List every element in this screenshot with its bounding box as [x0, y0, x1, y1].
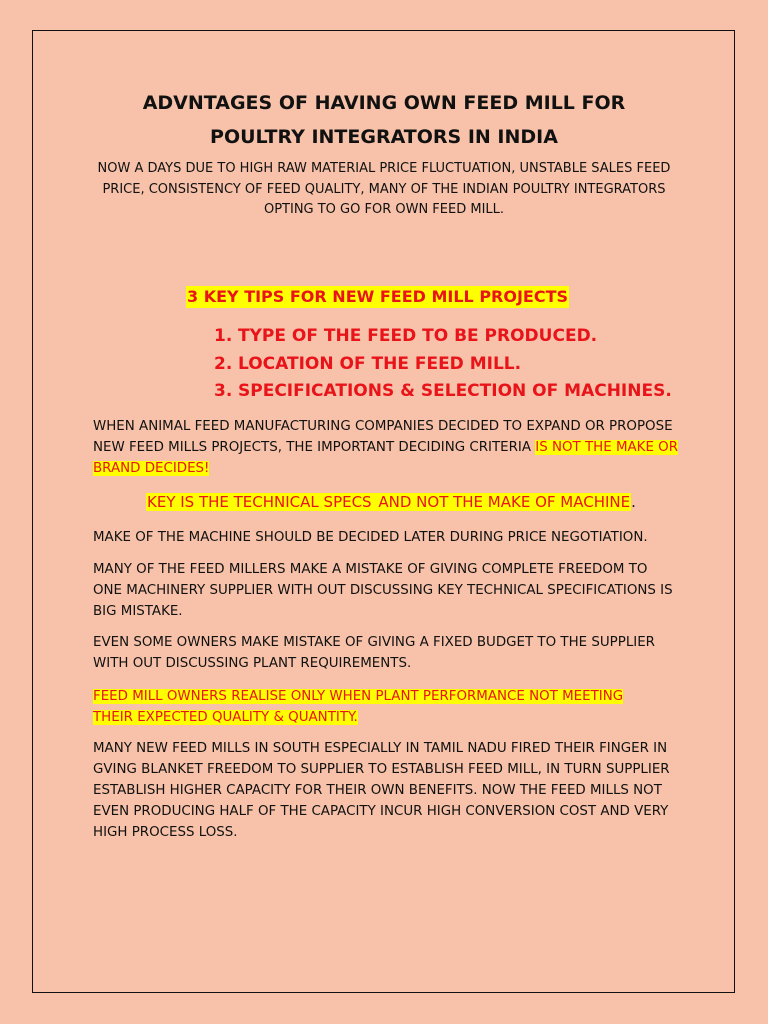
- page-title: [0, 86, 768, 154]
- performance-paragraph: [93, 686, 678, 728]
- criteria-paragraph: [93, 416, 678, 479]
- performance-line-2: THEIR EXPECTED QUALITY & QUANTITY.: [93, 710, 358, 725]
- tip-text: SPECIFICATIONS & SELECTION OF MACHINES.: [238, 381, 672, 401]
- supplier-freedom-paragraph: MANY OF THE FEED MILLERS MAKE A MISTAKE OF GIVING COMPLETE FREEDOM TO ONE MACHINERY SUPPLIER WITH OUT DISCUSSING KEY TECHNICAL SPECIFICATIONS IS BIG MISTAKE.: [93, 562, 673, 619]
- tip-text: LOCATION OF THE FEED MILL.: [238, 353, 522, 374]
- key-statement: [146, 491, 636, 513]
- title-line-1: ADVNTAGES OF HAVING OWN FEED MILL FOR: [142, 92, 626, 114]
- title-line-2: POULTRY INTEGRATORS IN INDIA: [210, 126, 558, 148]
- tamil-nadu-paragraph: MANY NEW FEED MILLS IN SOUTH ESPECIALLY IN TAMIL NADU FIRED THEIR FINGER IN GVING BLANKET FREEDOM TO SUPPLIER TO ESTABLISH FEED MILL, IN TURN SUPPLIER ESTABLISH HIGHER CAPACITY FOR THEIR OWN BENEFITS. NOW THE FEED MILLS NOT EVEN PRODUCING HALF OF THE CAPACITY INCUR HIGH CONVERSION COST AND VERY HIGH PROCESS LOSS.: [93, 741, 670, 840]
- tip-item: [214, 351, 672, 379]
- performance-line-1: FEED MILL OWNERS REALISE ONLY WHEN PLANT PERFORMANCE NOT MEETING: [93, 689, 624, 704]
- fixed-budget-paragraph: EVEN SOME OWNERS MAKE MISTAKE OF GIVING A FIXED BUDGET TO THE SUPPLIER WITH OUT DISCUSSING PLANT REQUIREMENTS.: [93, 635, 655, 671]
- tips-heading: 3 KEY TIPS FOR NEW FEED MILL PROJECTS: [187, 287, 569, 306]
- key-statement-end: .: [631, 493, 636, 511]
- key-statement-part-1: KEY IS THE TECHNICAL SPECS: [147, 493, 372, 511]
- intro-paragraph: NOW A DAYS DUE TO HIGH RAW MATERIAL PRICE FLUCTUATION, UNSTABLE SALES FEED PRICE, CONSISTENCY OF FEED QUALITY, MANY OF THE INDIAN POULTRY INTEGRATORS OPTING TO GO FOR OWN FEED MILL.: [97, 161, 671, 217]
- criteria-highlight: IS NOT THE MAKE OR BRAND DECIDES!: [93, 440, 679, 476]
- tip-number: 3.: [214, 381, 233, 401]
- tip-text: TYPE OF THE FEED TO BE PRODUCED.: [238, 326, 598, 346]
- key-statement-part-2: AND NOT THE MAKE OF MACHINE: [373, 493, 631, 511]
- tip-item: [214, 378, 672, 406]
- tip-item: [214, 323, 672, 351]
- tip-number: 2.: [214, 353, 233, 374]
- tip-number: 1.: [214, 326, 233, 346]
- criteria-text: WHEN ANIMAL FEED MANUFACTURING COMPANIES DECIDED TO EXPAND OR PROPOSE NEW FEED MILLS PROJECTS, THE IMPORTANT DECIDING CRITERIA: [93, 419, 673, 455]
- negotiation-paragraph: MAKE OF THE MACHINE SHOULD BE DECIDED LATER DURING PRICE NEGOTIATION.: [93, 530, 648, 545]
- tips-list: [214, 323, 672, 406]
